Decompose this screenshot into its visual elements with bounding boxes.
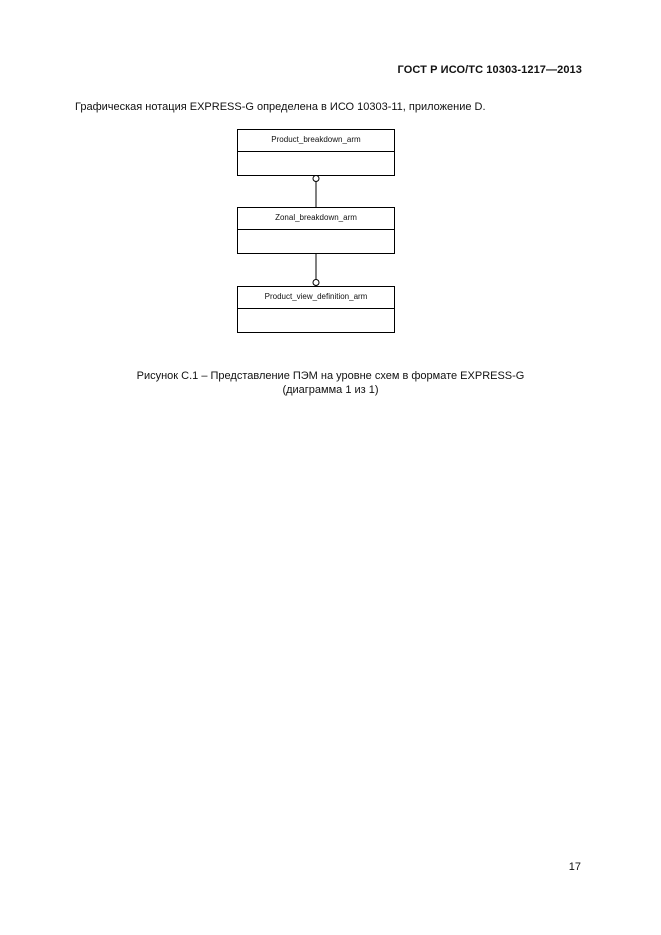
entity-product-view-definition-arm (237, 286, 395, 333)
page-number: 17 (568, 861, 581, 873)
entity-body (238, 309, 394, 332)
caption-line-2: (диаграмма 1 из 1) (282, 384, 379, 396)
connector-circle-2 (313, 280, 319, 286)
document-header: ГОСТ Р ИСО/ТС 10303-1217—2013 (397, 64, 582, 76)
entity-zonal-breakdown-arm (237, 207, 395, 254)
entity-product-breakdown-arm (237, 129, 395, 176)
entity-body (238, 152, 394, 175)
entity-body (238, 230, 394, 253)
figure-caption (0, 369, 661, 397)
intro-paragraph: Графическая нотация EXPRESS-G определена в ИСО 10303-11, приложение D. (75, 101, 486, 113)
entity-name: Zonal_breakdown_arm (238, 208, 394, 230)
entity-name: Product_breakdown_arm (238, 130, 394, 152)
caption-line-1: Рисунок С.1 – Представление ПЭМ на уровне схем в формате EXPRESS-G (136, 370, 525, 382)
entity-name: Product_view_definition_arm (238, 287, 394, 309)
connector-circle-1 (313, 176, 319, 182)
